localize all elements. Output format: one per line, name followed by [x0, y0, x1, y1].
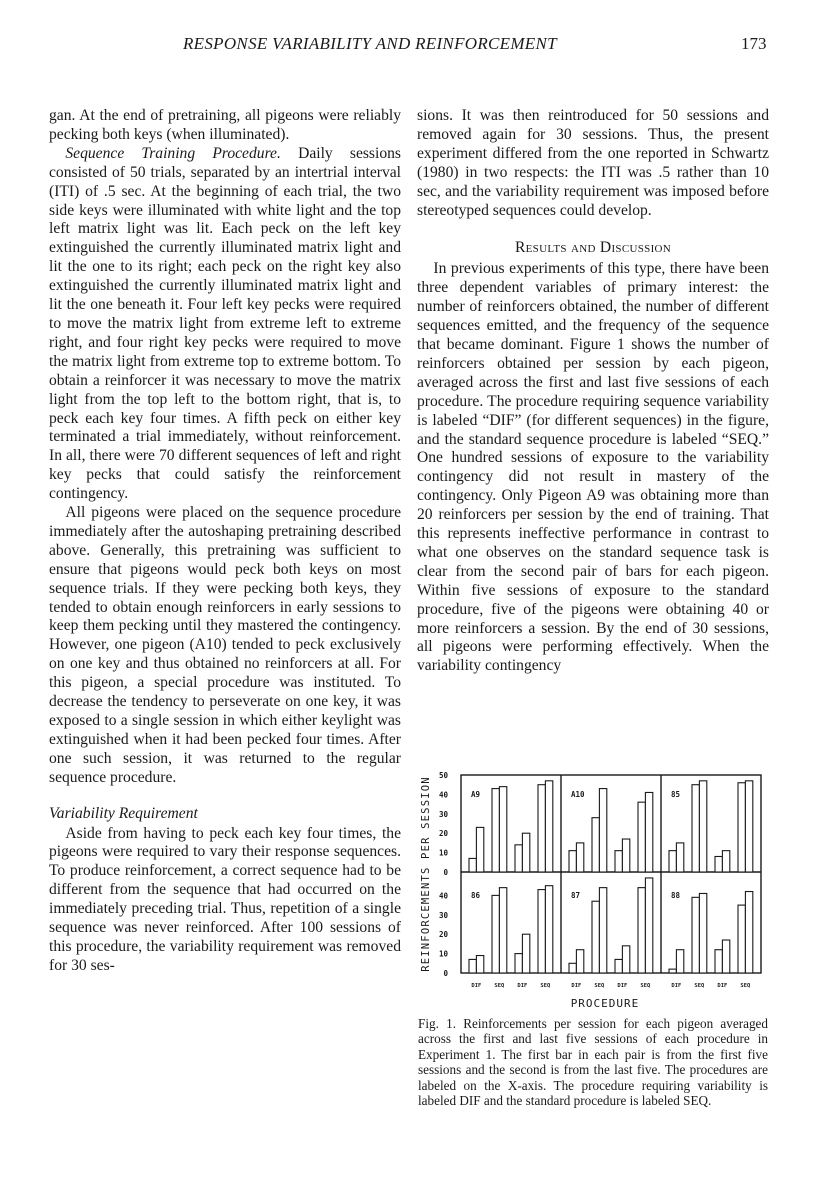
bar	[738, 905, 745, 973]
y-tick-label: 40	[438, 891, 448, 901]
bar	[699, 893, 706, 973]
x-tick-label: DIF	[471, 983, 482, 989]
y-tick-label: 20	[438, 829, 448, 839]
bar	[722, 940, 729, 973]
bar	[615, 851, 622, 872]
bar	[469, 959, 476, 973]
bar	[722, 851, 729, 872]
section-heading: Results and Discussion	[514, 239, 672, 257]
pigeon-label: 86	[471, 891, 481, 900]
pigeon-label: 88	[671, 891, 681, 900]
bar-chart	[414, 764, 774, 1010]
bar	[476, 956, 483, 973]
panel-85	[669, 781, 753, 872]
pigeon-label: 87	[571, 891, 581, 900]
panel-A9	[469, 781, 553, 872]
running-head	[0, 34, 816, 58]
y-tick-label: 50	[438, 771, 448, 780]
bar	[692, 897, 699, 973]
running-title: RESPONSE VARIABILITY AND REINFORCEMENT	[183, 34, 557, 53]
panel-86	[469, 886, 553, 973]
bar	[745, 781, 752, 872]
bar	[638, 802, 645, 872]
y-axis-title: REINFORCEMENTS PER SESSION	[420, 776, 432, 972]
bar	[569, 851, 576, 872]
bar	[738, 783, 745, 872]
bar	[545, 886, 552, 973]
runin-heading: Sequence Training Procedure.	[65, 144, 281, 162]
x-tick-label: DIF	[717, 983, 728, 989]
panel-88	[669, 891, 753, 973]
bar	[699, 781, 706, 872]
pigeon-label: A9	[471, 790, 481, 799]
bar	[469, 858, 476, 872]
bar	[715, 950, 722, 973]
bar	[569, 963, 576, 973]
bar	[669, 969, 676, 973]
bar	[599, 789, 606, 872]
paragraph: gan. At the end of pretraining, all pigeons were reliably pecking both keys (when illuminated).	[49, 107, 401, 143]
paragraph-text: Daily sessions consisted of 50 trials, separated by an intertrial interval (ITI) of .5 sec. At the beginning of each trial, the two side keys were illuminated with white light and the top left matrix light was lit. Each peck on the left key extinguished the currently illuminated matrix light and lit the one to its right; each peck on the right key also extinguished the currently illuminated matrix light and lit the one beneath it. Four left key pecks were required to move the matrix light from extreme left to extreme right, and four right key pecks were required to move the matrix light from extreme top to extreme bottom. To obtain a reinforcer it was necessary to move the matrix light from the top left to the bottom right, that is, to peck each key four times. A fifth peck on either key terminated a trial immediately, without reinforcement. In all, there were 70 different sequences of left and right key pecks that could satisfy the reinforcement contingency.	[49, 144, 401, 503]
pigeon-label: 85	[671, 790, 681, 799]
x-tick-label: SEQ	[694, 983, 705, 989]
paragraph: In previous experiments of this type, there have been three dependent variables of primary interest: the number of reinforcers obtained, the number of different sequences emitted, and the frequency of the sequence that became dominant. Figure 1 shows the number of reinforcers obtained per session by each pigeon, averaged across the first and last five sessions of each procedure. The procedure requiring sequence variability is labeled “DIF” (for different sequences) in the figure, and the standard sequence procedure is labeled “SEQ.” One hundred sessions of exposure to the variability contingency did not result in mastery of the contingency. Only Pigeon A9 was obtaining more than 20 reinforcers per session by the end of training. That this represents ineffective performance in contrast to what one observes on the standard sequence task is clear from the second pair of bars for each pigeon. Within five sessions of exposure to the standard procedure, five of the pigeons were obtaining 40 or more reinforcers a session. By the end of 30 sessions, all pigeons were performing effectively. When the variability contingency	[417, 260, 769, 675]
subsection-heading: Variability Requirement	[49, 804, 198, 822]
bar	[476, 827, 483, 872]
bar	[499, 888, 506, 973]
bar	[669, 851, 676, 872]
bar	[599, 888, 606, 973]
y-tick-label: 10	[438, 949, 448, 959]
panel-87	[569, 878, 653, 973]
bar	[492, 789, 499, 872]
x-tick-label: DIF	[571, 983, 582, 989]
bar	[492, 895, 499, 973]
bar	[515, 954, 522, 973]
paragraph	[49, 145, 401, 504]
paragraph: Aside from having to peck each key four times, the pigeons were required to vary their response sequences. To produce reinforcement, a correct sequence had to be different from the sequence that had occurred on the immediately preceding trial. Thus, repetition of a single sequence was never reinforced. After 100 sessions of this procedure, the variability requirement was removed for 30 ses-	[49, 824, 401, 974]
x-tick-label: DIF	[517, 983, 528, 989]
y-tick-label: 20	[438, 930, 448, 940]
x-tick-label: SEQ	[494, 983, 505, 989]
x-tick-label: SEQ	[594, 983, 605, 989]
y-tick-label: 30	[438, 910, 448, 920]
y-tick-label: 0	[443, 969, 448, 978]
x-tick-label: DIF	[671, 983, 682, 989]
x-tick-label: DIF	[617, 983, 628, 989]
bar	[622, 946, 629, 973]
figure-1	[414, 764, 774, 1010]
x-axis-title: PROCEDURE	[570, 997, 640, 1010]
bar	[499, 787, 506, 872]
paragraph: All pigeons were placed on the sequence procedure immediately after the autoshaping pretraining described above. Generally, this pretraining was sufficient to ensure that pigeons would peck both keys on most sequence trials. If they were pecking both keys, they tended to obtain enough reinforcers in early sessions to keep them pecking until they mastered the contingency. However, one pigeon (A10) tended to peck exclusively on one key and thus obtained no reinforcers at all. For this pigeon, a special procedure was instituted. To decrease the tendency to perseverate on one key, it was exposed to a single session in which either keylight was extinguished when it had been pecked four times. After one such session, it was returned to the regular sequence procedure.	[49, 504, 401, 786]
bar	[638, 888, 645, 973]
paragraph: sions. It was then reintroduced for 50 sessions and removed again for 30 sessions. Thus, the present experiment differed from the one reported in Schwartz (1980) in two respects: the ITI was .5 rather than 10 sec, and the variability requirement was imposed before stereotyped sequences could develop.	[417, 107, 769, 219]
pigeon-label: A10	[571, 790, 585, 799]
bar	[645, 878, 652, 973]
bar	[676, 843, 683, 872]
figure-caption: Fig. 1. Reinforcements per session for each pigeon averaged across the first and last five sessions of each procedure in Experiment 1. The first bar in each pair is from the first five sessions and the second is from the last five. The procedures are labeled on the X-axis. The procedure requiring variability is labeled DIF and the standard procedure is labeled SEQ.	[418, 1016, 768, 1109]
y-tick-label: 0	[443, 868, 448, 877]
y-tick-label: 30	[438, 809, 448, 819]
bar	[576, 950, 583, 973]
bar	[622, 839, 629, 872]
bar	[522, 934, 529, 973]
bar	[745, 892, 752, 973]
bar	[715, 856, 722, 872]
right-column	[417, 107, 769, 676]
page-number: 173	[741, 34, 767, 53]
x-tick-label: SEQ	[640, 983, 651, 989]
bar	[645, 792, 652, 872]
bar	[545, 781, 552, 872]
y-tick-label: 40	[438, 790, 448, 800]
bar	[592, 818, 599, 872]
bar	[538, 890, 545, 973]
bar	[522, 833, 529, 872]
bar	[692, 785, 699, 872]
bar	[538, 785, 545, 872]
bar	[515, 845, 522, 872]
bar	[576, 843, 583, 872]
x-tick-label: SEQ	[540, 983, 551, 989]
x-tick-label: SEQ	[740, 983, 751, 989]
bar	[592, 901, 599, 973]
left-column	[49, 107, 401, 976]
panel-A10	[569, 789, 653, 872]
y-tick-label: 10	[438, 848, 448, 858]
bar	[615, 959, 622, 973]
bar	[676, 950, 683, 973]
